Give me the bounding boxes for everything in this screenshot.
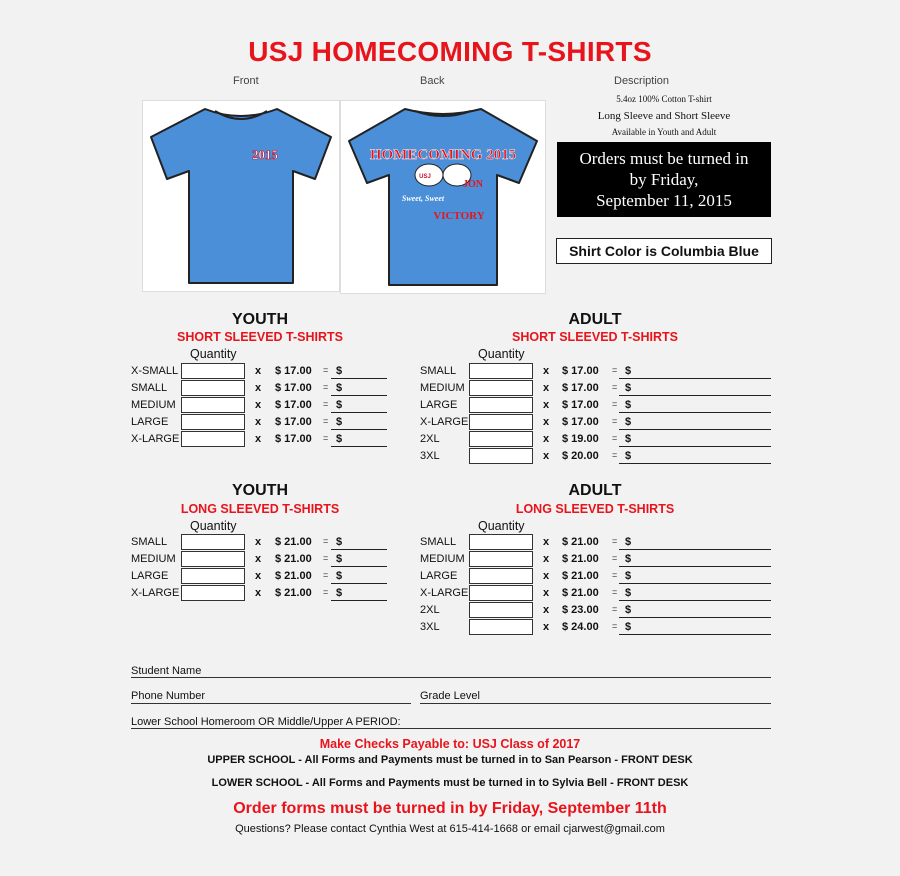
adult-short-subheading: SHORT SLEEVED T-SHIRTS [512, 330, 678, 344]
front-label: Front [233, 75, 259, 87]
equals-sign: = [612, 604, 618, 614]
order-row [420, 431, 780, 448]
total-field[interactable] [331, 412, 387, 413]
unit-price: $ 23.00 [562, 604, 599, 616]
quantity-input[interactable] [181, 397, 245, 413]
size-label: SMALL [131, 536, 168, 548]
total-field[interactable] [619, 429, 771, 430]
unit-price: $ 21.00 [562, 570, 599, 582]
equals-sign: = [323, 416, 329, 426]
equals-sign: = [612, 587, 618, 597]
order-row [420, 534, 780, 551]
equals-sign: = [612, 433, 618, 443]
size-label: 3XL [420, 621, 440, 633]
back-usj-text: USJ [419, 174, 431, 180]
youth-short-subheading: SHORT SLEEVED T-SHIRTS [177, 330, 343, 344]
times-sign: x [543, 365, 550, 377]
order-row [131, 397, 391, 414]
back-sweet-text: Sweet, Sweet [401, 194, 445, 203]
size-label: LARGE [420, 399, 458, 411]
total-dollar-sign: $ [625, 399, 632, 411]
quantity-input[interactable] [469, 568, 533, 584]
youth-long-heading: YOUTH [232, 482, 288, 499]
order-row [131, 380, 391, 397]
size-label: MEDIUM [131, 553, 176, 565]
equals-sign: = [612, 365, 618, 375]
description-line-2: Long Sleeve and Short Sleeve [597, 110, 731, 122]
times-sign: x [543, 553, 550, 565]
total-field[interactable] [619, 583, 771, 584]
total-dollar-sign: $ [625, 604, 632, 616]
total-field[interactable] [619, 549, 771, 550]
total-field[interactable] [619, 412, 771, 413]
unit-price: $ 21.00 [562, 553, 599, 565]
times-sign: x [255, 536, 262, 548]
total-field[interactable] [331, 446, 387, 447]
equals-sign: = [323, 433, 329, 443]
size-label: SMALL [420, 536, 457, 548]
description-line-3: Available in Youth and Adult [611, 127, 717, 137]
times-sign: x [255, 382, 262, 394]
order-row [420, 585, 780, 602]
total-field[interactable] [331, 566, 387, 567]
total-field[interactable] [331, 429, 387, 430]
order-row [420, 380, 780, 397]
total-field[interactable] [331, 378, 387, 379]
total-dollar-sign: $ [625, 433, 632, 445]
order-row [420, 551, 780, 568]
equals-sign: = [612, 399, 618, 409]
adult-long-subheading: LONG SLEEVED T-SHIRTS [515, 502, 675, 516]
times-sign: x [255, 553, 262, 565]
order-row [420, 448, 780, 465]
equals-sign: = [323, 399, 329, 409]
description-label: Description [614, 75, 670, 87]
grade-level-field[interactable] [420, 703, 771, 704]
total-dollar-sign: $ [336, 536, 343, 548]
phone-number-label: Phone Number [131, 690, 205, 702]
equals-sign: = [612, 621, 618, 631]
quantity-input[interactable] [469, 585, 533, 601]
times-sign: x [543, 536, 550, 548]
unit-price: $ 17.00 [562, 416, 599, 428]
size-label: LARGE [420, 570, 458, 582]
order-row [131, 414, 391, 431]
equals-sign: = [323, 536, 329, 546]
youth-short-quantity-header: Quantity [190, 347, 237, 361]
order-row [131, 568, 391, 585]
back-label: Back [420, 75, 445, 87]
total-dollar-sign: $ [625, 570, 632, 582]
shirt-color-box: Shirt Color is Columbia Blue [556, 238, 772, 264]
size-label: SMALL [131, 382, 168, 394]
total-dollar-sign: $ [625, 450, 632, 462]
quantity-input[interactable] [181, 363, 245, 379]
adult-long-heading: ADULT [568, 482, 622, 499]
times-sign: x [543, 570, 550, 582]
total-field[interactable] [619, 566, 771, 567]
size-label: LARGE [131, 416, 169, 428]
front-year: 2015 [252, 147, 278, 162]
homeroom-field[interactable] [131, 728, 771, 729]
equals-sign: = [612, 536, 618, 546]
total-field[interactable] [331, 583, 387, 584]
total-dollar-sign: $ [336, 399, 343, 411]
total-dollar-sign: $ [336, 553, 343, 565]
total-field[interactable] [331, 600, 387, 601]
times-sign: x [543, 621, 550, 633]
unit-price: $ 20.00 [562, 450, 599, 462]
total-field[interactable] [331, 395, 387, 396]
deadline-footer: Order forms must be turned in by Friday, September 11th [233, 800, 667, 817]
unit-price: $ 17.00 [562, 365, 599, 377]
size-label: X-SMALL [131, 365, 179, 377]
quantity-input[interactable] [469, 602, 533, 618]
front-shirt-image [142, 100, 340, 292]
deadline-notice [557, 142, 771, 217]
total-field[interactable] [619, 634, 771, 635]
size-label: MEDIUM [131, 399, 176, 411]
total-field[interactable] [619, 446, 771, 447]
times-sign: x [255, 365, 262, 377]
quantity-input[interactable] [469, 397, 533, 413]
quantity-input[interactable] [469, 619, 533, 635]
total-dollar-sign: $ [336, 416, 343, 428]
order-row [131, 363, 391, 380]
equals-sign: = [323, 365, 329, 375]
size-label: 2XL [420, 433, 440, 445]
total-dollar-sign: $ [625, 382, 632, 394]
total-field[interactable] [619, 395, 771, 396]
times-sign: x [543, 450, 550, 462]
order-row [131, 585, 391, 602]
unit-price: $ 21.00 [562, 536, 599, 548]
quantity-input[interactable] [469, 363, 533, 379]
youth-short-heading: YOUTH [232, 311, 288, 328]
quantity-input[interactable] [181, 534, 245, 550]
total-dollar-sign: $ [336, 365, 343, 377]
size-label: SMALL [420, 365, 457, 377]
times-sign: x [543, 433, 550, 445]
youth-long-quantity-header: Quantity [190, 519, 237, 533]
order-row [131, 534, 391, 551]
unit-price: $ 17.00 [562, 382, 599, 394]
quantity-input[interactable] [181, 568, 245, 584]
size-label: MEDIUM [420, 553, 465, 565]
notice-line-1: Orders must be turned in [579, 149, 749, 168]
order-row [131, 551, 391, 568]
times-sign: x [255, 416, 262, 428]
total-dollar-sign: $ [336, 433, 343, 445]
total-dollar-sign: $ [625, 365, 632, 377]
order-row [131, 431, 391, 448]
equals-sign: = [323, 570, 329, 580]
student-name-field[interactable] [131, 677, 771, 678]
unit-price: $ 17.00 [275, 382, 312, 394]
total-dollar-sign: $ [336, 382, 343, 394]
upper-school-note: UPPER SCHOOL - All Forms and Payments must be turned in to San Pearson - FRONT DESK [207, 754, 693, 766]
phone-number-field[interactable] [131, 703, 411, 704]
times-sign: x [543, 587, 550, 599]
quantity-input[interactable] [469, 414, 533, 430]
quantity-input[interactable] [181, 380, 245, 396]
total-dollar-sign: $ [625, 587, 632, 599]
total-dollar-sign: $ [625, 621, 632, 633]
quantity-input[interactable] [469, 431, 533, 447]
order-row [420, 363, 780, 380]
adult-short-heading: ADULT [568, 311, 622, 328]
times-sign: x [543, 399, 550, 411]
quantity-input[interactable] [181, 414, 245, 430]
equals-sign: = [612, 570, 618, 580]
adult-short-quantity-header: Quantity [478, 347, 525, 361]
unit-price: $ 21.00 [275, 587, 312, 599]
quantity-input[interactable] [181, 431, 245, 447]
quantity-input[interactable] [181, 551, 245, 567]
times-sign: x [255, 587, 262, 599]
equals-sign: = [323, 587, 329, 597]
description-line-1: 5.4oz 100% Cotton T-shirt [616, 94, 712, 104]
size-label: X-LARGE [131, 433, 180, 445]
equals-sign: = [612, 450, 618, 460]
total-dollar-sign: $ [625, 416, 632, 428]
unit-price: $ 21.00 [275, 553, 312, 565]
size-label: X-LARGE [420, 587, 469, 599]
unit-price: $ 21.00 [562, 587, 599, 599]
equals-sign: = [612, 382, 618, 392]
times-sign: x [543, 382, 550, 394]
unit-price: $ 17.00 [275, 433, 312, 445]
page-title: USJ HOMECOMING T-SHIRTS [248, 36, 652, 67]
back-homecoming-text: HOMECOMING 2015 [369, 147, 517, 163]
back-victory-text: VICTORY [433, 210, 485, 222]
adult-long-quantity-header: Quantity [478, 519, 525, 533]
unit-price: $ 17.00 [275, 365, 312, 377]
unit-price: $ 17.00 [562, 399, 599, 411]
equals-sign: = [323, 553, 329, 563]
order-row [420, 602, 780, 619]
order-row [420, 619, 780, 636]
total-field[interactable] [619, 463, 771, 464]
size-label: 3XL [420, 450, 440, 462]
quantity-input[interactable] [469, 534, 533, 550]
size-label: X-LARGE [131, 587, 180, 599]
quantity-input[interactable] [469, 380, 533, 396]
notice-line-2: by Friday, [629, 170, 699, 189]
tshirt-front-icon [143, 101, 339, 291]
youth-long-subheading: LONG SLEEVED T-SHIRTS [180, 502, 340, 516]
contact-info: Questions? Please contact Cynthia West at 615-414-1668 or email cjarwest@gmail.com [235, 823, 665, 835]
order-row [420, 397, 780, 414]
times-sign: x [543, 416, 550, 428]
unit-price: $ 19.00 [562, 433, 599, 445]
lower-school-note: LOWER SCHOOL - All Forms and Payments must be turned in to Sylvia Bell - FRONT DESK [211, 777, 689, 789]
tshirt-back-icon [341, 101, 545, 293]
total-dollar-sign: $ [625, 536, 632, 548]
equals-sign: = [612, 553, 618, 563]
size-label: 2XL [420, 604, 440, 616]
equals-sign: = [323, 382, 329, 392]
quantity-input[interactable] [181, 585, 245, 601]
unit-price: $ 24.00 [562, 621, 599, 633]
total-field[interactable] [619, 378, 771, 379]
total-field[interactable] [331, 549, 387, 550]
size-label: X-LARGE [420, 416, 469, 428]
total-dollar-sign: $ [336, 587, 343, 599]
quantity-input[interactable] [469, 448, 533, 464]
unit-price: $ 21.00 [275, 570, 312, 582]
unit-price: $ 17.00 [275, 399, 312, 411]
checks-payable: Make Checks Payable to: USJ Class of 2017 [319, 737, 581, 751]
size-label: MEDIUM [420, 382, 465, 394]
total-dollar-sign: $ [336, 570, 343, 582]
times-sign: x [255, 570, 262, 582]
total-field[interactable] [619, 617, 771, 618]
grade-level-label: Grade Level [420, 690, 480, 702]
quantity-input[interactable] [469, 551, 533, 567]
times-sign: x [255, 433, 262, 445]
notice-line-3: September 11, 2015 [596, 191, 732, 210]
back-shirt-image [340, 100, 546, 294]
homeroom-label: Lower School Homeroom OR Middle/Upper A PERIOD: [131, 716, 401, 728]
total-dollar-sign: $ [625, 553, 632, 565]
unit-price: $ 17.00 [275, 416, 312, 428]
times-sign: x [255, 399, 262, 411]
size-label: LARGE [131, 570, 169, 582]
order-row [420, 414, 780, 431]
back-jon-text: JON [463, 179, 483, 190]
unit-price: $ 21.00 [275, 536, 312, 548]
equals-sign: = [612, 416, 618, 426]
student-name-label: Student Name [131, 665, 202, 677]
order-row [420, 568, 780, 585]
total-field[interactable] [619, 600, 771, 601]
times-sign: x [543, 604, 550, 616]
